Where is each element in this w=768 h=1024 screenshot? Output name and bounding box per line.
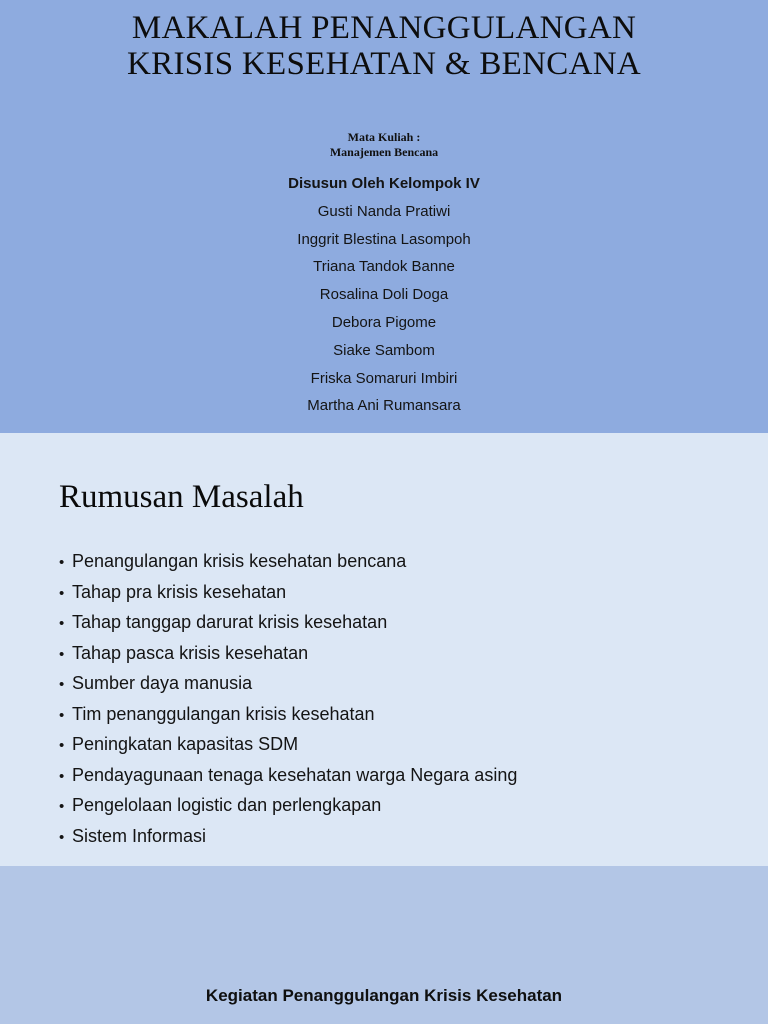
- problem-list: [59, 546, 739, 851]
- list-item: [59, 638, 739, 669]
- bullet-icon: •: [59, 767, 65, 785]
- list-item: [59, 607, 739, 638]
- list-item-text: Tahap pasca krisis kesehatan: [72, 642, 309, 663]
- course-info: [0, 130, 768, 160]
- bullet-icon: •: [59, 554, 65, 571]
- slide-caption: Kegiatan Penanggulangan Krisis Kesehatan: [205, 986, 563, 1005]
- list-item: [59, 760, 739, 791]
- bullet-icon: •: [59, 584, 65, 602]
- list-item: [59, 699, 739, 730]
- author-name: Triana Tandok Banne: [313, 258, 455, 276]
- author-name: Gusti Nanda Pratiwi: [317, 202, 451, 220]
- bullet-icon: •: [59, 615, 65, 632]
- list-item: [59, 729, 739, 760]
- list-item: [59, 790, 739, 821]
- bullet-icon: •: [59, 798, 65, 815]
- list-item-text: Peningkatan kapasitas SDM: [72, 734, 299, 754]
- bullet-icon: •: [59, 737, 65, 754]
- bullet-icon: •: [59, 676, 65, 693]
- list-item-text: Sistem Informasi: [72, 825, 207, 846]
- list-item: [59, 668, 739, 699]
- section-title: Rumusan Masalah: [59, 479, 304, 515]
- bullet-icon: •: [59, 828, 65, 846]
- title-line-2: KRISIS KESEHATAN & BENCANA: [127, 46, 641, 82]
- author-name: Debora Pigome: [331, 313, 437, 331]
- list-item-text: Tahap pra krisis kesehatan: [72, 581, 287, 602]
- course-label: Mata Kuliah :: [347, 130, 421, 144]
- document-title: [0, 10, 768, 82]
- author-name: Siake Sambom: [333, 341, 435, 359]
- list-item-text: Penangulangan krisis kesehatan bencana: [72, 551, 407, 571]
- list-item-text: Tim penanggulangan krisis kesehatan: [72, 703, 375, 724]
- author-list: [0, 170, 768, 420]
- author-name: Inggrit Blestina Lasompoh: [297, 230, 471, 248]
- authors-heading: Disusun Oleh Kelompok IV: [288, 175, 480, 192]
- author-name: Friska Somaruri Imbiri: [310, 369, 458, 387]
- list-item-text: Pengelolaan logistic dan perlengkapan: [72, 795, 382, 815]
- list-item-text: Tahap tanggap darurat krisis kesehatan: [72, 612, 388, 632]
- author-name: Rosalina Doli Doga: [319, 286, 449, 304]
- list-item: [59, 577, 739, 608]
- bullet-icon: •: [59, 706, 65, 724]
- list-item: [59, 821, 739, 852]
- list-item-text: Sumber daya manusia: [72, 673, 253, 693]
- author-name: Martha Ani Rumansara: [307, 397, 461, 415]
- course-name: Manajemen Bencana: [329, 145, 439, 159]
- list-item-text: Pendayagunaan tenaga kesehatan warga Negara asing: [72, 764, 518, 785]
- title-line-1: MAKALAH PENANGGULANGAN: [131, 10, 637, 46]
- list-item: [59, 546, 739, 577]
- bullet-icon: •: [59, 645, 65, 663]
